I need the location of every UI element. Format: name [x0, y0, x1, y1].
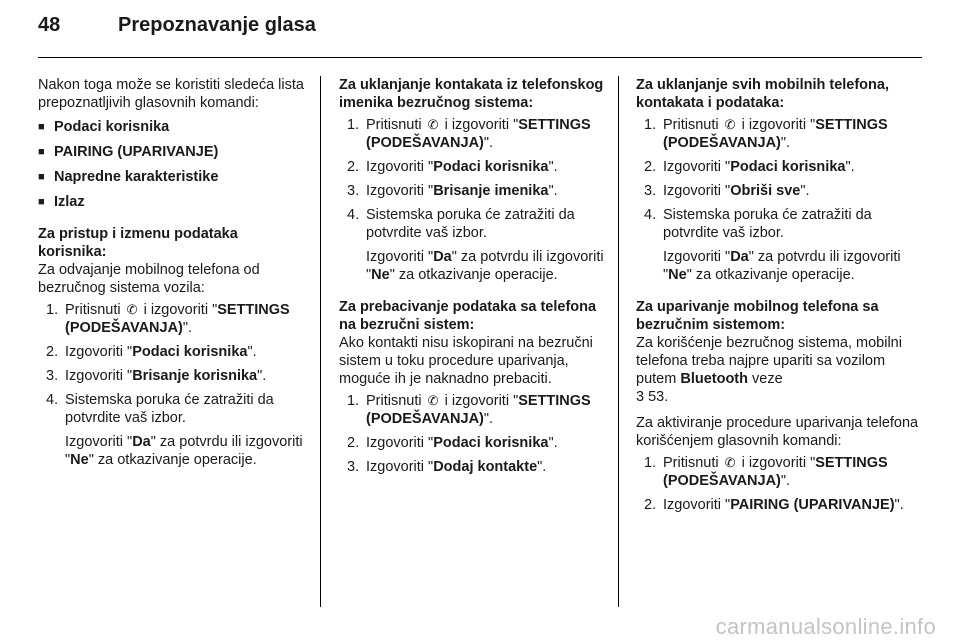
phone-settings-icon: ✆ — [427, 393, 439, 408]
phone-settings-icon: ✆ — [126, 302, 138, 317]
bullet-icon: ■ — [38, 146, 45, 158]
watermark: carmanualsonline.info — [715, 614, 936, 639]
step-list — [38, 301, 306, 469]
step-item: 1. Pritisnuti ✆ i izgovoriti "SETTINGS (PODEŠAVANJA)". — [347, 117, 591, 151]
phone-settings-icon: ✆ — [427, 117, 439, 132]
intro-text: Nakon toga može se koristiti sledeća lista prepoznatljivih glasovnih komandi: — [38, 77, 304, 111]
confirm-text: Izgovoriti "Da" za potvrdu ili izgovoriti "Ne" za otkazivanje operacije. — [366, 249, 604, 283]
bullet-icon: ■ — [38, 171, 45, 183]
section-text: Ako kontakti nisu iskopirani na bezručni sistem u toku procedure uparivanja, moguće ih je naknadno prebaciti. — [339, 335, 593, 387]
list-item: ■ Napredne karakteristike — [38, 169, 219, 185]
column-divider — [320, 76, 321, 607]
bullet-icon: ■ — [38, 121, 45, 133]
step-item: 4. Sistemska poruka će zatražiti da potvrdite vaš izbor. Izgovoriti "Da" za potvrdu ili izgovoriti "Ne" za otkazivanje operacije. — [339, 206, 611, 284]
step-list — [636, 116, 926, 284]
section-heading: Za pristup i izmenu podataka korisnika: — [38, 226, 238, 260]
column-1 — [38, 76, 306, 475]
column-divider — [618, 76, 619, 607]
column-2 — [339, 76, 611, 482]
step-item: 2. Izgovoriti "Podaci korisnika". — [347, 435, 558, 451]
section-heading: Za uparivanje mobilnog telefona sa bezručnim sistemom: — [636, 299, 879, 333]
phone-settings-icon: ✆ — [724, 455, 736, 470]
step-list — [339, 392, 611, 476]
section-heading: Za uklanjanje svih mobilnih telefona, kontakata i podataka: — [636, 77, 889, 111]
phone-settings-icon: ✆ — [724, 117, 736, 132]
step-list — [636, 454, 926, 514]
page-ref-arrow-icon: 3 — [636, 389, 645, 405]
step-list — [339, 116, 611, 284]
list-item: ■ Podaci korisnika — [38, 119, 170, 135]
confirm-text: Izgovoriti "Da" za potvrdu ili izgovoriti "Ne" za otkazivanje operacije. — [65, 434, 303, 468]
step-item: 3. Izgovoriti "Brisanje korisnika". — [46, 368, 267, 384]
step-item: 2. Izgovoriti "Podaci korisnika". — [46, 344, 257, 360]
confirm-text: Izgovoriti "Da" za potvrdu ili izgovoriti "Ne" za otkazivanje operacije. — [663, 249, 901, 283]
step-item: 1. Pritisnuti ✆ i izgovoriti "SETTINGS (PODEŠAVANJA)". — [644, 455, 888, 489]
step-item: 1. Pritisnuti ✆ i izgovoriti "SETTINGS (PODEŠAVANJA)". — [46, 302, 290, 336]
step-item: 2. Izgovoriti "Podaci korisnika". — [644, 159, 855, 175]
page-ref[interactable]: 53. — [648, 389, 669, 405]
page-number: 48 — [38, 14, 61, 36]
section-text: Za korišćenje bezručnog sistema, mobilni telefona treba najpre upariti sa vozilom putem Bluetooth veze 3 53. — [636, 335, 902, 405]
step-item: 1. Pritisnuti ✆ i izgovoriti "SETTINGS (PODEŠAVANJA)". — [644, 117, 888, 151]
step-item: 3. Izgovoriti "Brisanje imenika". — [347, 183, 558, 199]
section-text: Za odvajanje mobilnog telefona od bezručnog sistema vozila: — [38, 262, 260, 296]
step-item: 4. Sistemska poruka će zatražiti da potvrdite vaš izbor. Izgovoriti "Da" za potvrdu ili izgovoriti "Ne" za otkazivanje operacije. — [38, 391, 306, 469]
section-text: Za aktiviranje procedure uparivanja telefona korišćenjem glasovnih komandi: — [636, 415, 919, 449]
bullet-icon: ■ — [38, 196, 45, 208]
list-item: ■ Izlaz — [38, 194, 85, 210]
column-3 — [636, 76, 926, 520]
step-item: 3. Izgovoriti "Dodaj kontakte". — [347, 459, 547, 475]
step-item: 1. Pritisnuti ✆ i izgovoriti "SETTINGS (PODEŠAVANJA)". — [347, 393, 591, 427]
page-title: Prepoznavanje glasa — [118, 14, 316, 36]
list-item: ■ PAIRING (UPARIVANJE) — [38, 144, 219, 160]
step-item: 4. Sistemska poruka će zatražiti da potvrdite vaš izbor. Izgovoriti "Da" za potvrdu ili izgovoriti "Ne" za otkazivanje operacije. — [636, 206, 926, 284]
step-item: 3. Izgovoriti "Obriši sve". — [644, 183, 810, 199]
section-heading: Za prebacivanje podataka sa telefona na bezručni sistem: — [339, 299, 597, 333]
section-heading: Za uklanjanje kontakata iz telefonskog imenika bezručnog sistema: — [339, 77, 604, 111]
header-rule — [38, 57, 922, 58]
command-list — [38, 118, 306, 211]
step-item: 2. Izgovoriti "Podaci korisnika". — [347, 159, 558, 175]
step-item: 2. Izgovoriti "PAIRING (UPARIVANJE)". — [644, 497, 904, 513]
